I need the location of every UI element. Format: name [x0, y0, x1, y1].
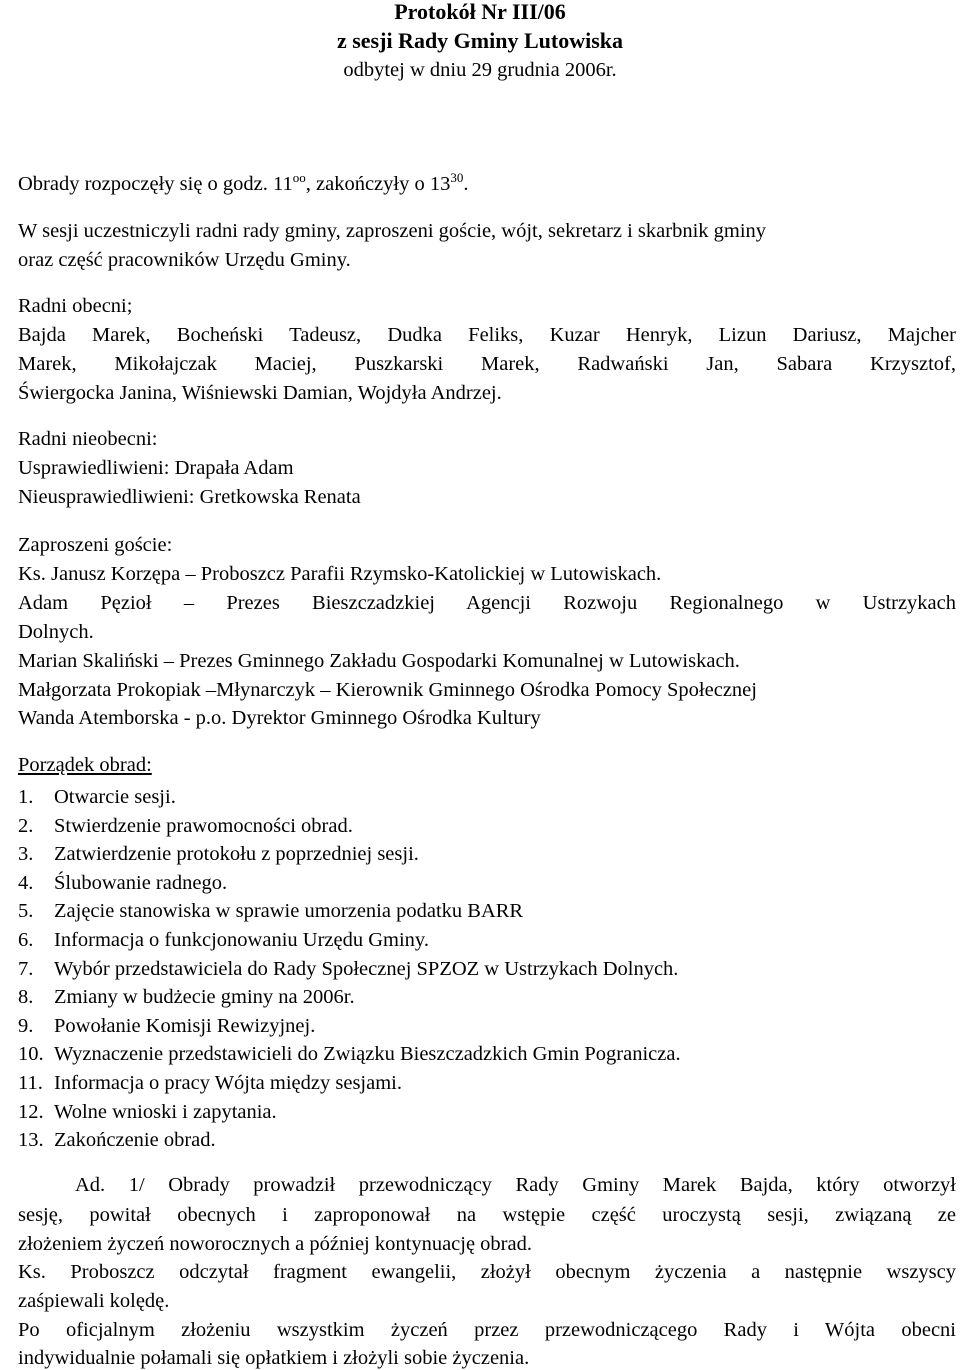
agenda-item-number: 5.: [18, 900, 34, 923]
agenda-item-text: Wyznaczenie przedstawicieli do Związku Bieszczadzkich Gmin Pogranicza.: [54, 1043, 681, 1066]
agenda-item-number: 1.: [18, 786, 34, 808]
present-line-2: Marek, Mikołajczak Maciej, Puszkarski Marek, Radwański Jan, Sabara Krzysztof,: [18, 353, 956, 375]
agenda-item: [18, 957, 678, 981]
guest-line-3: Dolnych.: [18, 621, 94, 643]
attendance-line-2: oraz część pracowników Urzędu Gminy.: [18, 249, 351, 271]
ad1-line-2: sesję, powitał obecnych i zaproponował na wstępie część uroczystą sesji, związaną ze: [18, 1204, 956, 1226]
agenda-item: [18, 1042, 681, 1066]
agenda-item-number: 9.: [18, 1014, 34, 1037]
ad1-line-6: Po oficjalnym złożeniu wszystkim życzeń przez przewodniczącego Rady i Wójta obecni: [18, 1319, 956, 1341]
guest-line-1: Ks. Janusz Korzępa – Proboszcz Parafii Rzymsko-Katolickiej w Lutowiskach.: [18, 563, 662, 585]
guests-heading: Zaproszeni goście:: [18, 534, 173, 556]
agenda-item: [18, 899, 523, 923]
present-heading: Radni obecni;: [18, 295, 133, 317]
present-line-1: Bajda Marek, Bocheński Tadeusz, Dudka Feliks, Kuzar Henryk, Lizun Dariusz, Majcher: [18, 324, 956, 346]
agenda-item-text: Informacja o funkcjonowaniu Urzędu Gminy.: [54, 929, 429, 951]
session-date: odbytej w dniu 29 grudnia 2006r.: [343, 59, 617, 81]
agenda-item-number: 8.: [18, 986, 34, 1009]
ad1-line-5: zaśpiewali kolędę.: [18, 1290, 170, 1312]
document-title: Protokół Nr III/06: [394, 0, 566, 24]
agenda-item: [18, 928, 429, 952]
agenda-item-number: 6.: [18, 929, 34, 951]
agenda-item: [18, 1128, 216, 1152]
document-subtitle: z sesji Rady Gminy Lutowiska: [336, 28, 624, 53]
agenda-item-text: Informacja o pracy Wójta między sesjami.: [54, 1072, 402, 1094]
agenda-item-number: 4.: [18, 871, 34, 894]
guest-line-4: Marian Skaliński – Prezes Gminnego Zakładu Gospodarki Komunalnej w Lutowiskach.: [18, 650, 740, 672]
agenda-item-number: 11.: [18, 1072, 43, 1094]
agenda-item-text: Zatwierdzenie protokołu z poprzedniej sesji.: [54, 843, 419, 866]
guest-line-5: Małgorzata Prokopiak –Młynarczyk – Kierownik Gminnego Ośrodka Pomocy Społecznej: [18, 679, 757, 701]
guest-line-6: Wanda Atemborska - p.o. Dyrektor Gminnego Ośrodka Kultury: [18, 707, 541, 729]
agenda-item-text: Powołanie Komisji Rewizyjnej.: [54, 1014, 316, 1037]
agenda-item-text: Zajęcie stanowiska w sprawie umorzenia podatku BARR: [54, 900, 524, 923]
agenda-item-number: 7.: [18, 957, 34, 980]
agenda-item-text: Stwierdzenie prawomocności obrad.: [54, 814, 353, 837]
agenda-item-text: Otwarcie sesji.: [54, 786, 176, 808]
agenda-item-number: 12.: [18, 1100, 44, 1123]
agenda-item: [18, 814, 353, 838]
absent-unexcused: Nieusprawiedliwieni: Gretkowska Renata: [18, 486, 361, 508]
agenda-item: [18, 1100, 277, 1124]
ad1-line-7: indywidualnie połamali się opłatkiem i złożyli sobie życzenia.: [18, 1347, 530, 1369]
agenda-heading: Porządek obrad:: [18, 754, 152, 776]
agenda-item-text: Wolne wnioski i zapytania.: [54, 1100, 277, 1123]
agenda-item-number: 13.: [18, 1129, 44, 1152]
agenda-item: [18, 1014, 315, 1038]
agenda-item-text: Zakończenie obrad.: [54, 1129, 216, 1152]
ad1-line-3: złożeniem życzeń noworocznych a później kontynuację obrad.: [18, 1233, 532, 1255]
absent-excused: Usprawiedliwieni: Drapała Adam: [18, 457, 294, 479]
agenda-item-number: 3.: [18, 843, 34, 866]
agenda-item-text: Zmiany w budżecie gminy na 2006r.: [54, 986, 355, 1009]
attendance-line-1: W sesji uczestniczyli radni rady gminy, zaproszeni goście, wójt, sekretarz i skarbnik gminy: [18, 220, 767, 242]
absent-heading: Radni nieobecni:: [18, 428, 158, 450]
agenda-item: [18, 842, 419, 866]
present-line-3: Świergocka Janina, Wiśniewski Damian, Wojdyła Andrzej.: [18, 382, 502, 404]
session-time: Obrady rozpoczęły się o godz. $11^{oo}$, zakończyły o $13^{30}$.: [18, 170, 469, 195]
ad1-line-4: Ks. Proboszcz odczytał fragment ewangelii, złożył obecnym życzenia a następnie wszyscy: [18, 1261, 956, 1283]
ad1-line-1: Ad. 1/ Obrady prowadził przewodniczący Rady Gminy Marek Bajda, który otworzył: [75, 1174, 956, 1196]
agenda-item-text: Ślubowanie radnego.: [54, 871, 228, 894]
agenda-item-text: Wybór przedstawiciela do Rady Społecznej SPZOZ w Ustrzykach Dolnych.: [54, 957, 679, 980]
agenda-item-number: 10.: [18, 1043, 44, 1066]
agenda-item: [18, 985, 355, 1009]
agenda-item: [18, 871, 227, 895]
agenda-item: [18, 1071, 402, 1095]
guest-line-2: Adam Pęzioł – Prezes Bieszczadzkiej Agencji Rozwoju Regionalnego w Ustrzykach: [18, 592, 956, 614]
agenda-item-number: 2.: [18, 814, 34, 837]
agenda-item: [18, 785, 176, 809]
